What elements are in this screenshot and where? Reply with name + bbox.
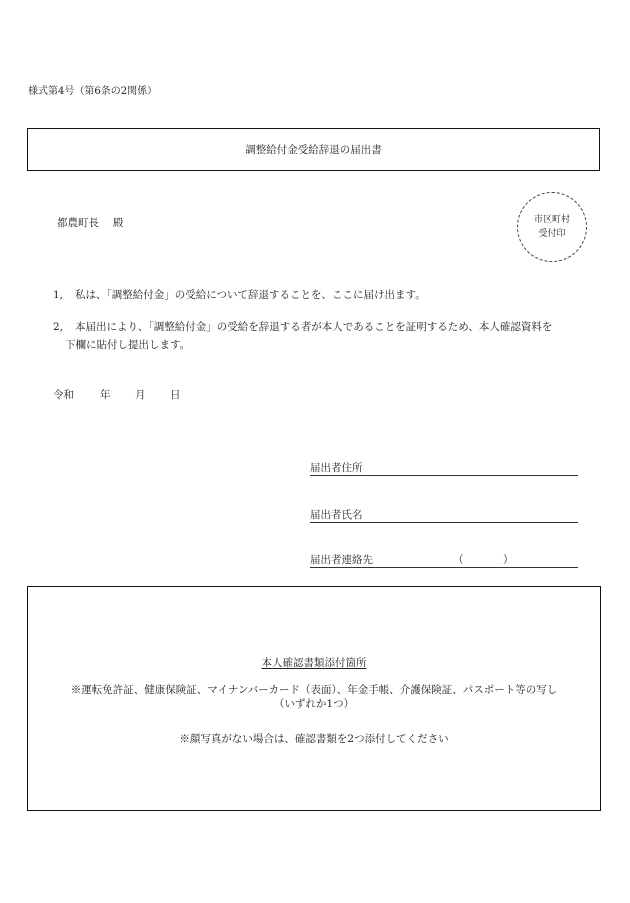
form-number-label: 様式第4号（第6条の2関係） xyxy=(28,86,158,97)
applicant-name-label: 届出者氏名 xyxy=(310,509,363,521)
applicant-name-field[interactable] xyxy=(310,507,578,523)
applicant-address-field[interactable] xyxy=(310,460,578,476)
date-year: 年 xyxy=(100,389,111,401)
date-day: 日 xyxy=(170,389,181,401)
date-month: 月 xyxy=(135,389,146,401)
addressee xyxy=(57,215,124,230)
item-text-continuation: 下欄に貼付し提出します。 xyxy=(65,339,191,351)
stamp-label-line1: 市区町村 xyxy=(533,215,570,225)
attachment-documents-line1: ※運転免許証、健康保険証、マイナンバーカード（表面）、年金手帳、介護保険証、パスポート等の写し xyxy=(70,684,558,696)
declaration-item-1 xyxy=(53,286,426,304)
reception-stamp-area xyxy=(517,192,587,262)
item-text: 私は、「調整給付金」の受給について辞退することを、ここに届け出ます。 xyxy=(75,289,426,301)
item-number: 2, xyxy=(53,321,64,333)
addressee-honorific: 殿 xyxy=(113,217,124,229)
document-title-box xyxy=(27,128,600,171)
date-line xyxy=(53,387,181,402)
attachment-heading: 本人確認書類添付箇所 xyxy=(261,657,367,669)
applicant-contact-label: 届出者連絡先 xyxy=(310,554,373,566)
date-era: 令和 xyxy=(53,389,74,401)
declaration-item-2 xyxy=(53,318,552,354)
contact-paren-open: （ xyxy=(453,554,464,566)
item-number: 1, xyxy=(53,289,64,301)
applicant-address-label: 届出者住所 xyxy=(310,462,363,474)
attachment-note: ※顔写真がない場合は、確認書類を2つ添付してください xyxy=(179,733,449,745)
addressee-name: 都農町長 xyxy=(57,217,99,229)
stamp-label-line2: 受付印 xyxy=(538,229,566,239)
applicant-contact-field[interactable] xyxy=(310,552,578,568)
item-text: 本届出により、「調整給付金」の受給を辞退する者が本人であることを証明するため、本人確認資料を xyxy=(75,321,553,333)
attachment-documents-line2: （いずれか1つ） xyxy=(273,698,355,710)
attachment-documents-list xyxy=(28,683,600,711)
id-document-attachment-area xyxy=(27,586,601,811)
contact-paren-close: ） xyxy=(503,554,514,566)
document-title: 調整給付金受給辞退の届出書 xyxy=(245,144,382,156)
